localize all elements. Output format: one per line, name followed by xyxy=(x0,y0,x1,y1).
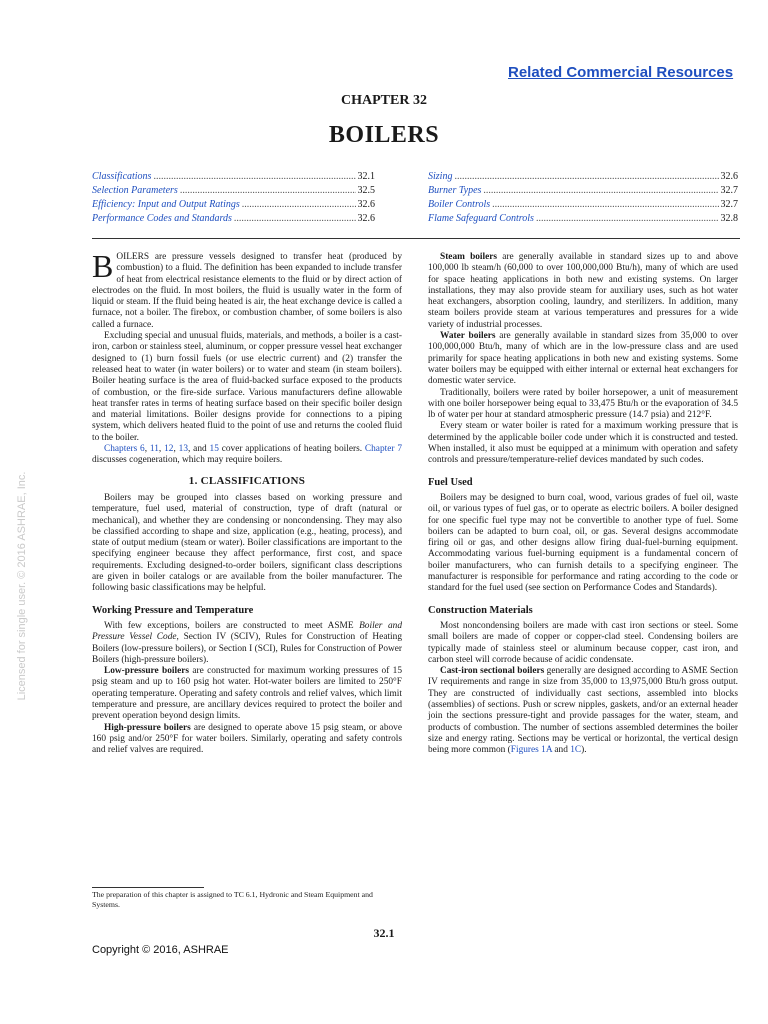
toc-link[interactable]: Performance Codes and Standards xyxy=(92,213,232,224)
chapter-link[interactable]: 13 xyxy=(178,444,188,455)
body-paragraph: Every steam or water boiler is rated for a maximum working pressure that is determined by the applicable boiler code under which it is constructed and tested. When installed, it also must be equipped at a minimum with operation and safety controls and pressure/temperature-relief devices mandated by such codes. xyxy=(428,421,738,466)
chapter-link[interactable]: 12 xyxy=(164,444,174,455)
italic-text: Boiler and Pressure Vessel Code xyxy=(92,620,402,643)
toc-page: 32.6 xyxy=(720,171,738,182)
text: , Section IV (SCIV), Rules for Construction of Heating Boilers (low-pressure boilers), or Section I (SCI), Rules for Construction of Power Boilers (high-pressure boilers). xyxy=(92,632,402,665)
body-paragraph: Most noncondensing boilers are made with cast iron sections or steel. Some small boilers are made of copper or copper-clad steel. Condensing boilers are typically made of stainless steel or aluminum because copper, cast iron, and carbon steel will corrode because of acidic condensate. xyxy=(428,620,738,665)
right-column xyxy=(428,252,738,756)
section-heading: 1. CLASSIFICATIONS xyxy=(188,474,306,487)
text: cover applications of heating boilers. xyxy=(218,444,365,455)
text: , xyxy=(144,444,150,455)
footnote: The preparation of this chapter is assigned to TC 6.1, Hydronic and Steam Equipment and Systems. xyxy=(92,890,373,909)
toc-page: 32.6 xyxy=(357,199,375,210)
toc-page: 32.8 xyxy=(720,213,738,224)
toc-entry[interactable] xyxy=(428,212,738,226)
text: ). xyxy=(581,745,587,756)
footnote-rule xyxy=(92,887,204,888)
text: , and xyxy=(187,444,210,455)
text: , xyxy=(158,444,165,455)
body-paragraph xyxy=(428,252,738,331)
intro-text: OILERS are pressure vessels designed to transfer heat (produced by combustion) to a fluid. The definition has been expanded to include transfer of heat from electrical resistance elements to the fluid or by direct action of electrodes on the fluid. In most boilers, the fluid is usually water in the form of liquid or steam. If the fluid being heated is air, the heat exchange device is called a furnace, not a boiler. The firebox, or combustion chamber, of some boilers is also called a furnace. xyxy=(92,252,402,330)
drop-cap: B xyxy=(92,248,114,284)
toc-left xyxy=(92,170,375,226)
toc-page: 32.1 xyxy=(357,171,375,182)
license-watermark: Licensed for single user. © 2016 ASHRAE, Inc. xyxy=(16,471,28,701)
toc-link[interactable]: Selection Parameters xyxy=(92,185,178,196)
toc-link[interactable]: Flame Safeguard Controls xyxy=(428,213,534,224)
related-commercial-resources-link[interactable]: Related Commercial Resources xyxy=(508,64,734,81)
toc-link[interactable]: Classifications xyxy=(92,171,152,182)
toc-entry[interactable] xyxy=(428,198,738,212)
body-paragraph: Traditionally, boilers were rated by boiler horsepower, a unit of measurement with one boiler horsepower being equal to 33,475 Btu/h or the evaporation of 34.5 lb of water per hour at standard atmospheric pressure (14.7 psia) and 212°F. xyxy=(428,387,738,421)
chapter-link[interactable]: 11 xyxy=(149,444,159,455)
toc-entry[interactable] xyxy=(428,170,738,184)
figure-link[interactable]: 1C xyxy=(570,745,582,756)
term: Water boilers xyxy=(440,331,496,342)
figure-link[interactable]: Figures 1A xyxy=(510,745,553,756)
toc-link[interactable]: Efficiency: Input and Output Ratings xyxy=(92,199,240,210)
toc-entry[interactable] xyxy=(428,184,738,198)
toc-link[interactable]: Burner Types xyxy=(428,185,482,196)
text: and xyxy=(552,745,571,756)
term: Cast-iron sectional boilers xyxy=(440,666,545,677)
toc-entry[interactable] xyxy=(92,170,375,184)
term: Low-pressure boilers xyxy=(104,666,190,677)
toc-page: 32.6 xyxy=(357,213,375,224)
page-title: BOILERS xyxy=(328,122,440,148)
body-paragraph xyxy=(92,723,402,757)
term: Steam boilers xyxy=(440,252,498,262)
text: are generally available in standard sizes up to and above 100,000 lb steam/h (60,000 to over 100,000,000 Btu/h), many of which are used for space heating applications in both new and existing systems. On larger installations, they may also provide steam for auxiliary uses, such as hot water heat exchangers, absorption cooling, laundry, and sterilizers. In addition, many steam boilers provide steam at various temperatures and pressures for a wide variety of industrial processes. xyxy=(428,252,738,330)
toc-entry[interactable] xyxy=(92,184,375,198)
chapter-label: CHAPTER 32 xyxy=(341,93,427,108)
text: are designed to operate above 15 psig steam, or above 160 psig and/or 250°F for water boilers. Similarly, operating and safety controls and relief valves are required. xyxy=(92,722,402,756)
text: With few exceptions, boilers are constructed to meet ASME xyxy=(104,620,360,631)
body-paragraph xyxy=(92,621,402,666)
toc-entry[interactable] xyxy=(92,212,375,226)
page-number: 32.1 xyxy=(373,926,395,940)
chapter-link[interactable]: Chapter 7 xyxy=(364,444,403,455)
body-paragraph: Boilers may be designed to burn coal, wood, various grades of fuel oil, waste oil, or various types of fuel gas, or to operate as electric boilers. A boiler designed for one specific fuel type may not be convertible to another type of fuel. Some boilers can be adapted to burn coal, oil, or gas. Several designs accommodate firing oil or gas, and other designs allow firing dual-fuel-burning equipment. Accommodating various fuel-burning equipment is a fundamental concern of boiler manufacturers, who can furnish details to a specifying engineer. The manufacturer is responsible for performance and rating according to the code or standard for the fuel used (see section on Performance Codes and Standards). xyxy=(428,492,738,594)
text: are constructed for maximum working pressures of 15 psig steam and up to 160 psig hot water. Hot-water boilers are limited to 250°F operating temperature. Operating and safety controls and relief valves, which limit temperature and pressure, are ancillary devices required to protect the boiler and prevent operation beyond design limits. xyxy=(92,666,402,722)
toc-right xyxy=(428,170,738,226)
text: , xyxy=(173,444,179,455)
body-paragraph xyxy=(428,666,738,756)
left-column xyxy=(92,248,403,756)
text: discusses cogeneration, which may require boilers. xyxy=(92,455,283,466)
body-paragraph xyxy=(92,666,402,722)
toc-entry[interactable] xyxy=(92,198,375,212)
body-paragraph: Excluding special and unusual fluids, materials, and methods, a boiler is a cast-iron, carbon or stainless steel, aluminum, or copper pressure vessel heat exchanger designed to (1) burn fossil fuels (or use electric current) and (2) transfer the released heat to water (in water boilers) or to water and steam (in steam boilers). Boiler heating surface is the area of fluid-backed surface exposed to the products of combustion, or the fire-side surface. Various manufacturers define allowable heat transfer rates in terms of heating surface based on their specific boiler design and material limitations. Boiler designs provide for connections to a piping system, which delivers heated fluid to the point of use and returns the cooled fluid to the boiler. xyxy=(92,331,402,443)
text: are generally available in standard sizes from 35,000 to over 100,000,000 Btu/h, many of which are in the low-pressure class and are used primarily for space heating applications in both new and existing systems. Some water boilers may be equipped with either internal or external heat exchangers for domestic water service. xyxy=(428,331,738,387)
subsection-heading: Construction Materials xyxy=(428,604,533,616)
subsection-heading: Fuel Used xyxy=(428,476,473,488)
body-paragraph: Boilers may be grouped into classes based on working pressure and temperature, fuel used, material of construction, type of draft (natural or mechanical), and whether they are condensing or noncondensing. They may also be classified according to shape and size, application (e.g., heating, process), and state of output medium (steam or water). Boiler classifications are important to the specifying engineer because they affect performance, first cost, and space requirements. Excluding designed-to-order boilers, significant class descriptions are given in boiler catalogs or are available from the boiler manufacturer. The following basic classifications may be helpful. xyxy=(92,492,402,594)
body-paragraph xyxy=(92,444,402,467)
copyright-notice: Copyright © 2016, ASHRAE xyxy=(92,944,229,956)
text: generally are designed according to ASME Section IV requirements and range in size from 35,000 to 13,975,000 Btu/h gross output. They are constructed of individually cast sections, assembled into blocks (assemblies) of sections. Push or screw nipples, gaskets, and/or an external header join the sections pressure-tight and provide passages for the water, steam, and products of combustion. The number of sections assembled determines the boiler size and energy rating. Sections may be vertical or horizontal, the vertical design being more common ( xyxy=(428,666,738,756)
toc-page: 32.7 xyxy=(720,199,738,210)
toc-page: 32.5 xyxy=(357,185,375,196)
header-rule xyxy=(92,238,740,239)
chapter-link[interactable]: 15 xyxy=(209,444,219,455)
subsection-heading: Working Pressure and Temperature xyxy=(92,604,254,616)
body-paragraph xyxy=(428,331,738,387)
toc-link[interactable]: Boiler Controls xyxy=(428,199,491,210)
term: High-pressure boilers xyxy=(104,722,191,733)
intro-paragraph xyxy=(92,248,402,331)
chapter-link[interactable]: Chapters 6 xyxy=(104,444,145,455)
toc-page: 32.7 xyxy=(720,185,738,196)
toc-link[interactable]: Sizing xyxy=(428,171,453,182)
